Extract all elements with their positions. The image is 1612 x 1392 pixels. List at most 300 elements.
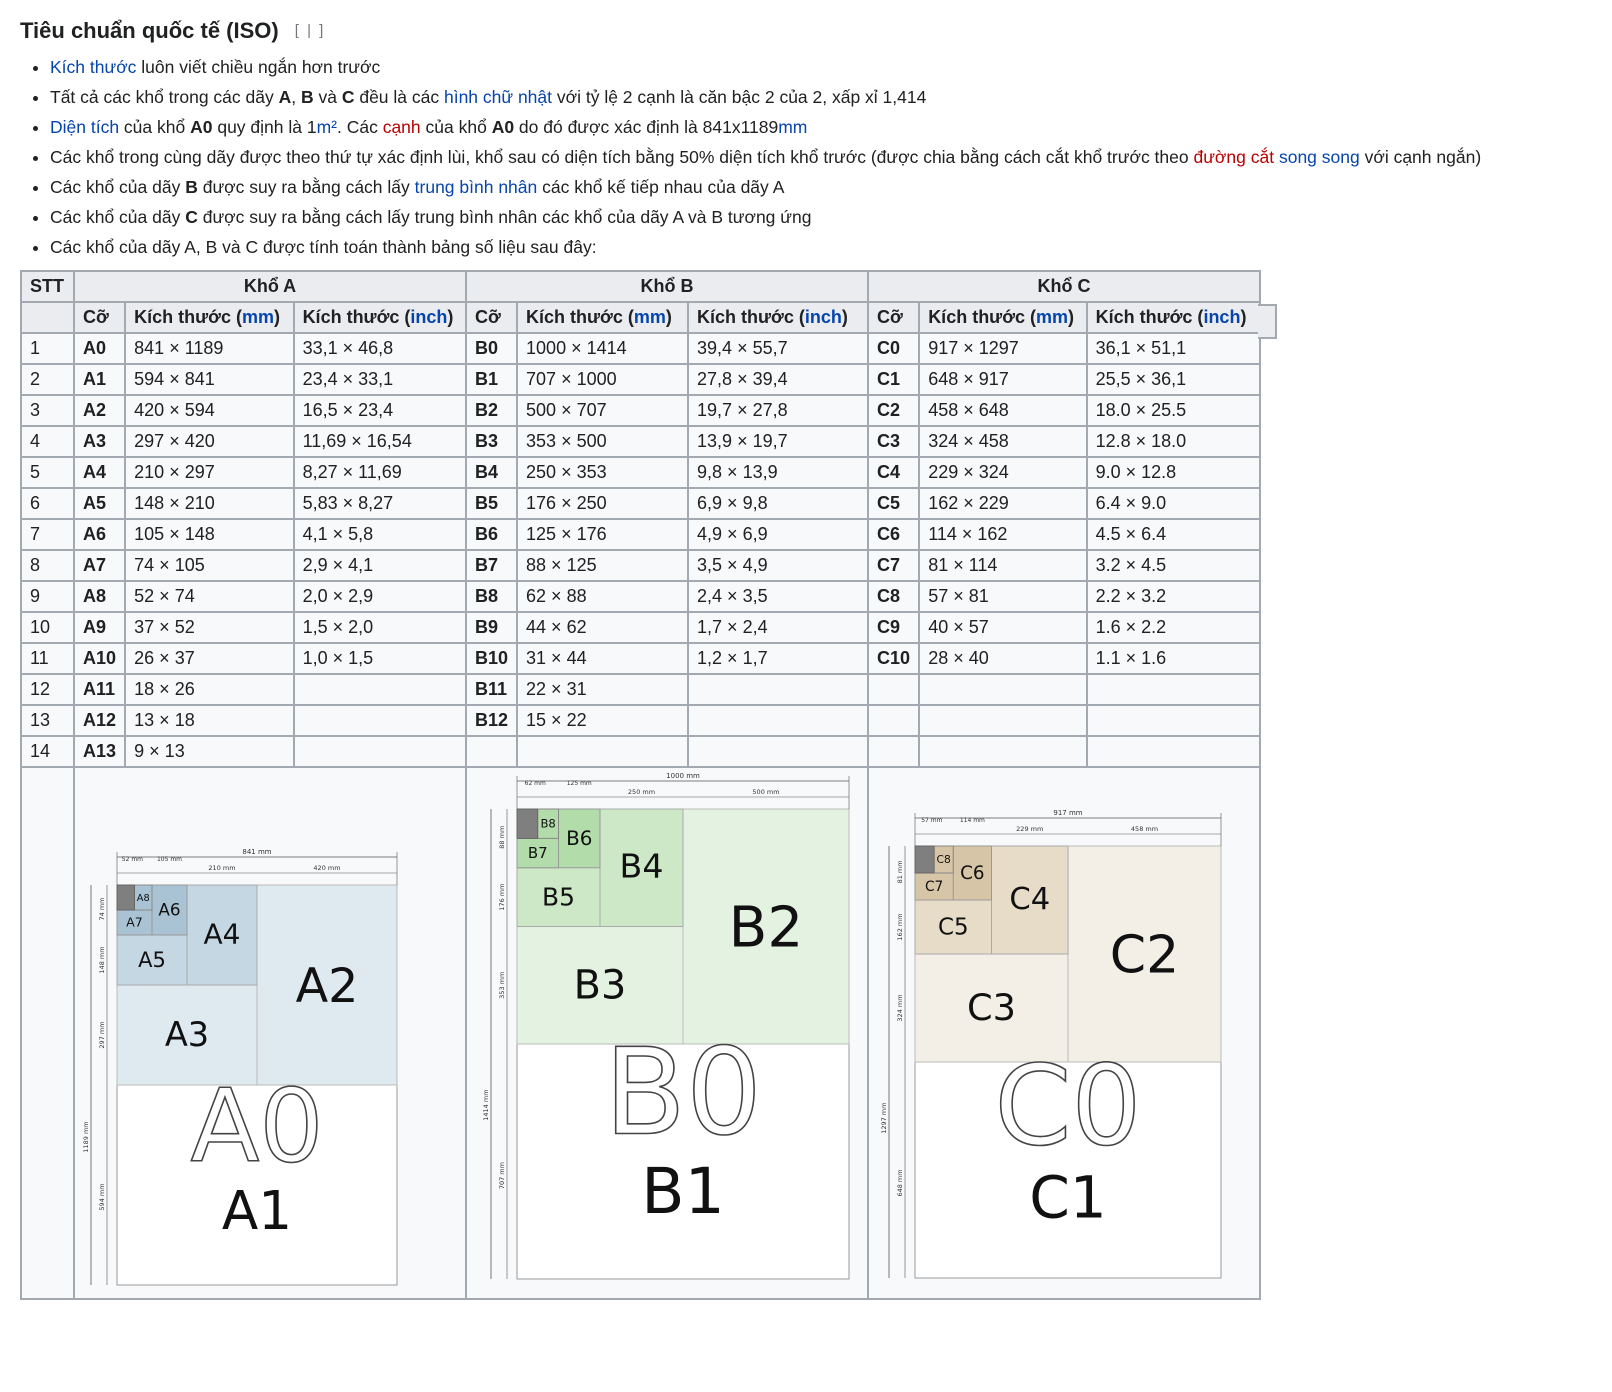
cell-size-b: B7 — [466, 550, 517, 581]
cell-inch-c: 6.4 × 9.0 — [1087, 488, 1260, 519]
bullet-text: , — [291, 87, 301, 107]
cell-mm-b — [517, 736, 688, 767]
bullet-text: Các khổ của dãy A, B và C được tính toán thành bảng số liệu sau đây: — [50, 237, 597, 257]
cell-mm-b: 125 × 176 — [517, 519, 688, 550]
sheet-label-8: C8 — [936, 853, 951, 867]
cell-mm-c: 28 × 40 — [919, 643, 1086, 674]
cell-size-b: B9 — [466, 612, 517, 643]
inch-link[interactable]: inch — [410, 307, 448, 327]
group-header-b: Khổ B — [466, 271, 868, 302]
dim-inch-header-b — [688, 302, 868, 333]
cell-inch-c: 18.0 × 25.5 — [1087, 395, 1260, 426]
sheet-9-region — [517, 809, 538, 838]
dim-label-w0: 917 mm — [1053, 809, 1083, 817]
cell-size-b — [466, 736, 517, 767]
inline-link[interactable]: đường cắt — [1193, 147, 1275, 167]
cell-mm-a: 37 × 52 — [125, 612, 293, 643]
cell-inch-c: 25,5 × 36,1 — [1087, 364, 1260, 395]
cell-inch-b: 1,7 × 2,4 — [688, 612, 868, 643]
cell-stt: 13 — [21, 705, 74, 736]
dim-label-w7: 125 mm — [566, 780, 592, 787]
cell-size-a: A7 — [74, 550, 125, 581]
cell-mm-c: 229 × 324 — [919, 457, 1086, 488]
cell-size-a: A11 — [74, 674, 125, 705]
table-row — [21, 643, 1260, 674]
cell-size-a: A12 — [74, 705, 125, 736]
bullet-text: với tỷ lệ 2 cạnh là căn bậc 2 của 2, xấp xỉ 1,414 — [552, 87, 927, 107]
cell-inch-c: 1.6 × 2.2 — [1087, 612, 1260, 643]
cell-inch-c: 3.2 × 4.5 — [1087, 550, 1260, 581]
dim-label-w9: 57 mm — [921, 817, 943, 824]
sheet-label-5: B5 — [542, 882, 575, 912]
diagram-cell-b — [466, 767, 868, 1299]
inline-link[interactable]: song song — [1278, 147, 1360, 167]
header-overflow-cell — [1258, 304, 1277, 339]
cell-size-c: C6 — [868, 519, 919, 550]
dim-label-w5: 229 mm — [1016, 825, 1044, 833]
bullet-item — [50, 172, 1600, 202]
cell-mm-b: 44 × 62 — [517, 612, 688, 643]
paper-size-diagram-c — [869, 773, 1259, 1293]
bullet-item — [50, 202, 1600, 232]
cell-stt: 10 — [21, 612, 74, 643]
table-row — [21, 581, 1260, 612]
cell-inch-a: 5,83 × 8,27 — [294, 488, 466, 519]
diagram-cell-a — [74, 767, 466, 1299]
cell-stt: 12 — [21, 674, 74, 705]
mm-link[interactable]: mm — [242, 307, 275, 327]
bullet-text: của khổ — [420, 117, 492, 137]
edit-links[interactable]: [ | ] — [294, 22, 326, 39]
diagram-stt-cell — [21, 767, 74, 1299]
dim-label-h2: 297 mm — [98, 1021, 106, 1049]
inch-link[interactable]: inch — [1203, 307, 1241, 327]
bullet-item — [50, 232, 1600, 262]
bullet-text: và — [313, 87, 342, 107]
cell-stt: 8 — [21, 550, 74, 581]
cell-mm-a: 105 × 148 — [125, 519, 293, 550]
cell-size-a: A0 — [74, 333, 125, 364]
cell-inch-b: 13,9 × 19,7 — [688, 426, 868, 457]
cell-size-a: A13 — [74, 736, 125, 767]
cell-size-a: A10 — [74, 643, 125, 674]
sheet-label-2: A2 — [295, 958, 359, 1014]
cell-inch-b — [688, 705, 868, 736]
inline-link[interactable]: m² — [316, 117, 337, 137]
inline-link[interactable]: Kích thước — [50, 57, 137, 77]
cell-mm-b: 88 × 125 — [517, 550, 688, 581]
sheet-label-6: B6 — [566, 827, 593, 851]
cell-stt: 9 — [21, 581, 74, 612]
cell-size-c — [868, 674, 919, 705]
bullet-text: đều là các — [354, 87, 444, 107]
dim-label-w9: 52 mm — [121, 856, 144, 863]
cell-inch-a — [294, 674, 466, 705]
cell-size-c: C8 — [868, 581, 919, 612]
bullet-text: Các khổ trong cùng dãy được theo thứ tự xác định lùi, khổ sau có diện tích bằng 50% diện tích khổ trước (được chia bằng cách cắt khổ trước theo — [50, 147, 1194, 167]
sheet-label-6: C6 — [960, 863, 985, 885]
cell-mm-c: 40 × 57 — [919, 612, 1086, 643]
cell-mm-c: 114 × 162 — [919, 519, 1086, 550]
table-row — [21, 395, 1260, 426]
cell-stt: 11 — [21, 643, 74, 674]
dim-label-h1: 648 mm — [896, 1169, 905, 1197]
cell-size-c: C7 — [868, 550, 919, 581]
table-row — [21, 333, 1260, 364]
table-row — [21, 426, 1260, 457]
cell-size-a: A8 — [74, 581, 125, 612]
cell-size-b: B12 — [466, 705, 517, 736]
header-text: Kích thước ( — [1095, 307, 1204, 327]
dim-label-w0: 841 mm — [242, 848, 272, 856]
cell-size-b: B5 — [466, 488, 517, 519]
dim-label-h4: 148 mm — [98, 946, 106, 974]
cell-mm-c: 458 × 648 — [919, 395, 1086, 426]
header-text: ) — [274, 307, 281, 327]
cell-inch-c — [1087, 736, 1260, 767]
sheet-label-4: B4 — [619, 846, 664, 886]
dim-mm-header-b — [517, 302, 688, 333]
sheet-label-8: B8 — [540, 816, 556, 831]
dim-label-h0: 1189 mm — [82, 1121, 90, 1153]
diagram-cell-c — [868, 767, 1260, 1299]
inline-link[interactable]: hình chữ nhật — [443, 87, 553, 107]
cell-stt: 2 — [21, 364, 74, 395]
cell-stt: 7 — [21, 519, 74, 550]
sheet-label-1: A1 — [221, 1180, 293, 1242]
cell-mm-a: 420 × 594 — [125, 395, 293, 426]
cell-inch-a: 11,69 × 16,54 — [294, 426, 466, 457]
cell-inch-b: 3,5 × 4,9 — [688, 550, 868, 581]
cell-mm-a: 18 × 26 — [125, 674, 293, 705]
header-text: ) — [1240, 307, 1247, 327]
dim-label-h4: 176 mm — [498, 883, 507, 911]
dim-label-w7: 114 mm — [959, 817, 985, 824]
bullet-text: luôn viết chiều ngắn hơn trước — [136, 57, 381, 77]
table-row — [21, 488, 1260, 519]
cell-mm-a: 26 × 37 — [125, 643, 293, 674]
dim-label-h0: 1414 mm — [482, 1089, 491, 1121]
cell-inch-c: 12.8 × 18.0 — [1087, 426, 1260, 457]
group-header-c: Khổ C — [868, 271, 1260, 302]
header-text: Kích thước ( — [928, 307, 1037, 327]
bullet-text: các khổ kế tiếp nhau của dãy A — [537, 177, 785, 197]
cell-stt: 6 — [21, 488, 74, 519]
cell-mm-c: 324 × 458 — [919, 426, 1086, 457]
dim-mm-header-c — [919, 302, 1086, 333]
cell-size-a: A3 — [74, 426, 125, 457]
dim-label-h6: 81 mm — [896, 860, 905, 884]
cell-size-c: C1 — [868, 364, 919, 395]
cell-mm-b: 1000 × 1414 — [517, 333, 688, 364]
cell-mm-a: 594 × 841 — [125, 364, 293, 395]
cell-size-c: C9 — [868, 612, 919, 643]
cell-size-b: B10 — [466, 643, 517, 674]
sheet-label-1: C1 — [1029, 1163, 1107, 1232]
dim-label-h6: 74 mm — [98, 897, 106, 921]
size-header-a: Cỡ — [74, 302, 125, 333]
dim-label-h2: 324 mm — [896, 994, 905, 1022]
inline-link[interactable]: Diện tích — [50, 117, 120, 137]
sheet-label-7: A7 — [126, 914, 143, 930]
sheet-label-7: C7 — [924, 879, 944, 896]
cell-mm-a: 297 × 420 — [125, 426, 293, 457]
cell-inch-b: 27,8 × 39,4 — [688, 364, 868, 395]
bullet-text: C — [185, 207, 198, 227]
cell-size-a: A1 — [74, 364, 125, 395]
table-row — [21, 674, 1260, 705]
dim-label-w3: 500 mm — [752, 788, 780, 796]
bullet-text: A0 — [491, 117, 515, 137]
bullet-text: Tất cả các khổ trong các dãy — [50, 87, 279, 107]
table-row — [21, 550, 1260, 581]
cell-size-a: A2 — [74, 395, 125, 426]
cell-inch-a: 33,1 × 46,8 — [294, 333, 466, 364]
sheet-9-region — [117, 885, 135, 910]
bullet-text: với cạnh ngắn) — [1359, 147, 1482, 167]
dim-label-h4: 162 mm — [896, 913, 905, 941]
cell-inch-c: 2.2 × 3.2 — [1087, 581, 1260, 612]
dim-label-h6: 88 mm — [498, 825, 507, 849]
bullet-text: B — [185, 177, 198, 197]
inline-link[interactable]: mm — [778, 117, 808, 137]
dim-mm-header-a — [125, 302, 293, 333]
iso-size-table — [20, 270, 1261, 1300]
stt-sub-header — [21, 302, 74, 333]
cell-stt: 5 — [21, 457, 74, 488]
cell-mm-a: 74 × 105 — [125, 550, 293, 581]
cell-mm-b: 22 × 31 — [517, 674, 688, 705]
dim-label-w0: 1000 mm — [666, 773, 700, 780]
header-text: Kích thước ( — [526, 307, 634, 327]
mm-link[interactable]: mm — [633, 307, 666, 327]
paper-size-diagram-a — [75, 773, 465, 1293]
sheet-9-region — [915, 846, 934, 873]
sheet-label-2: C2 — [1109, 925, 1180, 986]
table-row — [21, 457, 1260, 488]
cell-size-c: C5 — [868, 488, 919, 519]
cell-size-b: B6 — [466, 519, 517, 550]
table-row — [21, 519, 1260, 550]
section-heading — [20, 14, 1600, 48]
bullet-item — [50, 52, 1600, 82]
bullet-item — [50, 142, 1600, 172]
bullet-list — [20, 52, 1600, 262]
header-text: ) — [665, 307, 672, 327]
dim-label-w3: 420 mm — [313, 864, 341, 872]
cell-inch-c: 9.0 × 12.8 — [1087, 457, 1260, 488]
article-section — [20, 14, 1600, 262]
header-text: Kích thước ( — [134, 307, 242, 327]
dim-inch-header-a — [294, 302, 466, 333]
series-label-big: A0 — [190, 1067, 324, 1185]
sheet-label-4: C4 — [1009, 882, 1051, 918]
cell-mm-a: 9 × 13 — [125, 736, 293, 767]
cell-stt: 3 — [21, 395, 74, 426]
cell-mm-a: 841 × 1189 — [125, 333, 293, 364]
cell-size-a: A6 — [74, 519, 125, 550]
series-label-big: B0 — [603, 1023, 763, 1163]
cell-mm-a: 13 × 18 — [125, 705, 293, 736]
header-text: Kích thước ( — [302, 307, 411, 327]
table-row — [21, 364, 1260, 395]
cell-inch-b: 39,4 × 55,7 — [688, 333, 868, 364]
cell-inch-c — [1087, 705, 1260, 736]
cell-size-c: C10 — [868, 643, 919, 674]
sheet-label-6: A6 — [158, 899, 181, 920]
cell-mm-c — [919, 705, 1086, 736]
dim-label-h2: 353 mm — [498, 971, 507, 999]
cell-mm-c: 57 × 81 — [919, 581, 1086, 612]
inch-link[interactable]: inch — [804, 307, 842, 327]
group-header-a: Khổ A — [74, 271, 466, 302]
cell-inch-c: 36,1 × 51,1 — [1087, 333, 1260, 364]
cell-inch-b — [688, 736, 868, 767]
sheet-label-5: A5 — [138, 948, 166, 972]
cell-mm-b: 31 × 44 — [517, 643, 688, 674]
mm-link[interactable]: mm — [1036, 307, 1069, 327]
diagram-row — [21, 767, 1260, 1299]
cell-mm-a: 210 × 297 — [125, 457, 293, 488]
cell-inch-a: 1,5 × 2,0 — [294, 612, 466, 643]
cell-inch-a: 2,0 × 2,9 — [294, 581, 466, 612]
cell-size-c: C0 — [868, 333, 919, 364]
bullet-item — [50, 112, 1600, 142]
cell-inch-b: 4,9 × 6,9 — [688, 519, 868, 550]
cell-mm-b: 707 × 1000 — [517, 364, 688, 395]
bullet-text: . Các — [336, 117, 383, 137]
cell-inch-c — [1087, 674, 1260, 705]
cell-inch-a: 16,5 × 23,4 — [294, 395, 466, 426]
dim-label-h0: 1297 mm — [880, 1102, 889, 1134]
cell-inch-a: 8,27 × 11,69 — [294, 457, 466, 488]
cell-stt: 1 — [21, 333, 74, 364]
bullet-text: Các khổ của dãy — [50, 207, 186, 227]
size-header-b: Cỡ — [466, 302, 517, 333]
cell-size-a: A9 — [74, 612, 125, 643]
header-text: Kích thước ( — [697, 307, 805, 327]
stt-header: STT — [21, 271, 74, 302]
cell-size-c: C4 — [868, 457, 919, 488]
sheet-label-8: A8 — [136, 892, 150, 904]
cell-inch-a: 23,4 × 33,1 — [294, 364, 466, 395]
cell-size-b: B1 — [466, 364, 517, 395]
cell-stt: 4 — [21, 426, 74, 457]
cell-mm-c: 917 × 1297 — [919, 333, 1086, 364]
cell-inch-b: 2,4 × 3,5 — [688, 581, 868, 612]
sheet-label-5: C5 — [937, 914, 969, 941]
dim-label-w9: 62 mm — [524, 780, 546, 787]
cell-size-b: B8 — [466, 581, 517, 612]
cell-mm-b: 353 × 500 — [517, 426, 688, 457]
header-text: ) — [841, 307, 848, 327]
header-text: ) — [1068, 307, 1075, 327]
table-row — [21, 736, 1260, 767]
cell-mm-c — [919, 674, 1086, 705]
sheet-label-3: B3 — [573, 962, 627, 1009]
cell-inch-a — [294, 736, 466, 767]
bullet-text: do đó được xác định là 841x1189 — [514, 117, 779, 137]
cell-mm-b: 250 × 353 — [517, 457, 688, 488]
sheet-label-7: B7 — [527, 844, 548, 863]
dim-inch-header-c — [1087, 302, 1260, 333]
inline-link[interactable]: cạnh — [382, 117, 421, 137]
cell-inch-b: 1,2 × 1,7 — [688, 643, 868, 674]
cell-mm-a: 52 × 74 — [125, 581, 293, 612]
cell-size-b: B4 — [466, 457, 517, 488]
cell-size-c: C3 — [868, 426, 919, 457]
sub-header-row — [21, 302, 1260, 333]
cell-size-c: C2 — [868, 395, 919, 426]
table-row — [21, 705, 1260, 736]
cell-size-b: B2 — [466, 395, 517, 426]
bullet-text: A0 — [190, 117, 213, 137]
bullet-text: Các khổ của dãy — [50, 177, 186, 197]
cell-inch-b: 6,9 × 9,8 — [688, 488, 868, 519]
dim-label-h1: 594 mm — [98, 1183, 106, 1211]
bullet-text: được suy ra bằng cách lấy trung bình nhân các khổ của dãy A và B tương ứng — [197, 207, 812, 227]
cell-inch-b — [688, 674, 868, 705]
dim-label-w5: 250 mm — [627, 788, 656, 796]
cell-mm-b: 15 × 22 — [517, 705, 688, 736]
cell-size-a: A5 — [74, 488, 125, 519]
dim-label-w3: 458 mm — [1130, 825, 1159, 833]
cell-mm-c: 648 × 917 — [919, 364, 1086, 395]
cell-mm-c — [919, 736, 1086, 767]
cell-size-b: B11 — [466, 674, 517, 705]
cell-inch-a: 1,0 × 1,5 — [294, 643, 466, 674]
dim-label-h1: 707 mm — [498, 1162, 507, 1190]
dim-label-w7: 105 mm — [156, 856, 183, 863]
cell-mm-a: 148 × 210 — [125, 488, 293, 519]
sheet-label-3: C3 — [967, 986, 1017, 1030]
bullet-text: B — [300, 87, 314, 107]
cell-mm-c: 81 × 114 — [919, 550, 1086, 581]
cell-mm-c: 162 × 229 — [919, 488, 1086, 519]
cell-inch-b: 19,7 × 27,8 — [688, 395, 868, 426]
bullet-text: của khổ — [119, 117, 191, 137]
cell-size-c — [868, 736, 919, 767]
cell-mm-b: 62 × 88 — [517, 581, 688, 612]
table-row — [21, 612, 1260, 643]
cell-mm-b: 500 × 707 — [517, 395, 688, 426]
cell-size-b: B0 — [466, 333, 517, 364]
inline-link[interactable]: trung bình nhân — [414, 177, 538, 197]
cell-inch-c: 4.5 × 6.4 — [1087, 519, 1260, 550]
sheet-label-2: B2 — [728, 895, 804, 961]
cell-mm-b: 176 × 250 — [517, 488, 688, 519]
bullet-text: được suy ra bằng cách lấy — [197, 177, 415, 197]
bullet-text: C — [341, 87, 355, 107]
sheet-label-4: A4 — [203, 917, 241, 951]
bullet-text: A — [278, 87, 292, 107]
cell-inch-c: 1.1 × 1.6 — [1087, 643, 1260, 674]
paper-size-diagram-b — [467, 773, 867, 1293]
cell-size-b: B3 — [466, 426, 517, 457]
bullet-item — [50, 82, 1600, 112]
dim-label-w5: 210 mm — [208, 864, 236, 872]
cell-inch-a: 2,9 × 4,1 — [294, 550, 466, 581]
header-text: ) — [447, 307, 454, 327]
series-label-big: C0 — [994, 1042, 1142, 1171]
size-header-c: Cỡ — [868, 302, 919, 333]
cell-size-a: A4 — [74, 457, 125, 488]
sheet-label-3: A3 — [164, 1015, 210, 1055]
group-header-row — [21, 271, 1260, 302]
cell-inch-a: 4,1 × 5,8 — [294, 519, 466, 550]
cell-stt: 14 — [21, 736, 74, 767]
cell-inch-b: 9,8 × 13,9 — [688, 457, 868, 488]
